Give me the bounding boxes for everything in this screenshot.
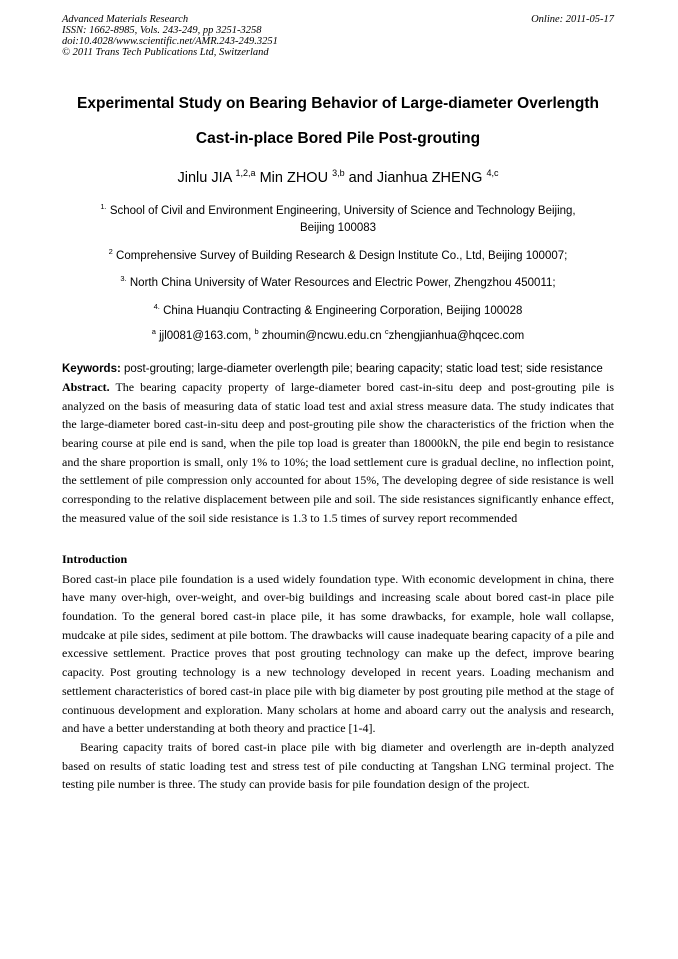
section-heading-introduction: Introduction <box>62 551 128 566</box>
journal-header <box>62 14 614 58</box>
issn-line: ISSN: 1662-8985, Vols. 243-249, pp 3251-3258 <box>62 25 262 36</box>
affiliation-2 <box>62 243 614 265</box>
email-link[interactable]: zhoumin@ncwu.edu.cn <box>261 329 382 342</box>
abstract-text: The bearing capacity property of large-diameter bored cast-in-situ deep and post-grouting pile is analyzed on the basis of measuring data of static load test and axial stress measure data. The study indicates that the large-diameter bored cast-in-situ deep and post-grouting pile show the characteristics of the friction when the bearing course at pile end is sand, when the pile top load is greater than 18000kN, the pile end begin to resistance and the share proportion is small, only 1% to 10%; the load settlement cure is gradual decline, no inflection point, the settlement of pile compression only accounted for about 15%, The developing degree of side resistance is well corresponding to the relative displacement between pile and soil. The side resistances significantly enhance effect, the measured value of the soil side resistance is 1.3 to 1.5 times of survey report recommended <box>62 379 614 525</box>
affiliation-mark: 4. <box>153 302 160 312</box>
title-line-1: Experimental Study on Bearing Behavior of Large-diameter Overlength <box>77 95 599 112</box>
affiliation-text: China Huanqiu Contracting & Engineering Corporation, Beijing 100028 <box>163 305 523 318</box>
journal-name: Advanced Materials Research <box>62 14 189 25</box>
online-date: Online: 2011-05-17 <box>531 14 614 25</box>
abstract-block <box>62 378 614 528</box>
author-conjunction: and <box>348 169 373 186</box>
author-list <box>62 168 614 186</box>
author-affiliation-mark: 1,2,a <box>235 168 256 178</box>
paper-title <box>62 86 614 156</box>
author-affiliation-mark: 3,b <box>332 168 345 178</box>
doi-line[interactable]: doi:10.4028/www.scientific.net/AMR.243-249.3251 <box>62 36 278 47</box>
affiliation-4 <box>62 298 614 320</box>
affiliation-text: North China University of Water Resources and Electric Power, Zhengzhou 450011; <box>129 277 556 290</box>
intro-paragraph-1: Bored cast-in place pile foundation is a used widely foundation type. With economic development in china, there have many over-high, over-weight, and over-big buildings and increasing scale about bored cast-in place pile foundation. To the general bored cast-in place pile, it has some drawbacks, for example, hole wall collapse, mudcake at pile sides, sediment at pile bottom. The drawbacks will cause inadequate bearing capacity of a pile and excessive settlement. Practice proves that post grouting technology can make up the defect, improve bearing capacity. Post grouting technology is a new technology developed in recent years. Loading mechanism and settlement characteristics of bored cast-in place pile with big diameter by post grouting pile method at the stage of continuous development and exploration. Many scholars at home and aboard carry out the analysis and research, and have a better understanding at both theory and practice [1-4]. <box>62 571 614 736</box>
affiliation-mark: 1. <box>100 201 107 211</box>
title-line-2: Cast-in-place Bored Pile Post-grouting <box>195 130 481 147</box>
email-mark: c <box>384 327 389 337</box>
affiliation-text-cont: Beijing 100083 <box>299 221 377 234</box>
affiliation-3 <box>62 270 614 292</box>
email-mark: a <box>151 327 156 337</box>
email-link[interactable]: zhengjianhua@hqcec.com <box>388 329 525 342</box>
keywords-label: Keywords: <box>62 362 121 375</box>
copyright-line: © 2011 Trans Tech Publications Ltd, Switzerland <box>62 47 269 58</box>
paper-page <box>62 14 614 794</box>
email-link[interactable]: jjl0081@163.com, <box>159 329 252 342</box>
keywords-text: post-grouting; large-diameter overlength pile; bearing capacity; static load test; side resistance <box>124 362 603 375</box>
abstract-label: Abstract. <box>62 379 110 394</box>
affiliation-mark: 2 <box>108 246 113 256</box>
author-name: Jianhua ZHENG <box>376 169 483 186</box>
intro-paragraph-2: Bearing capacity traits of bored cast-in place pile with big diameter and overlength are in-depth analyzed based on results of static loading test and stress test of pile conducting at Tangshan LNG terminal project. The testing pile number is three. The study can provide basis for pile foundation design of the project. <box>62 739 614 792</box>
keywords-block <box>62 361 614 378</box>
affiliation-1 <box>62 198 614 237</box>
author-name: Jinlu JIA <box>177 169 232 186</box>
email-list <box>62 327 614 342</box>
affiliation-text: Comprehensive Survey of Building Research & Design Institute Co., Ltd, Beijing 100007; <box>116 249 568 262</box>
affiliation-text: School of Civil and Environment Engineering, University of Science and Technology Beijing, <box>109 204 576 217</box>
author-name: Min ZHOU <box>259 169 329 186</box>
author-affiliation-mark: 4,c <box>486 168 499 178</box>
email-mark: b <box>254 327 259 337</box>
affiliation-mark: 3. <box>120 274 127 284</box>
